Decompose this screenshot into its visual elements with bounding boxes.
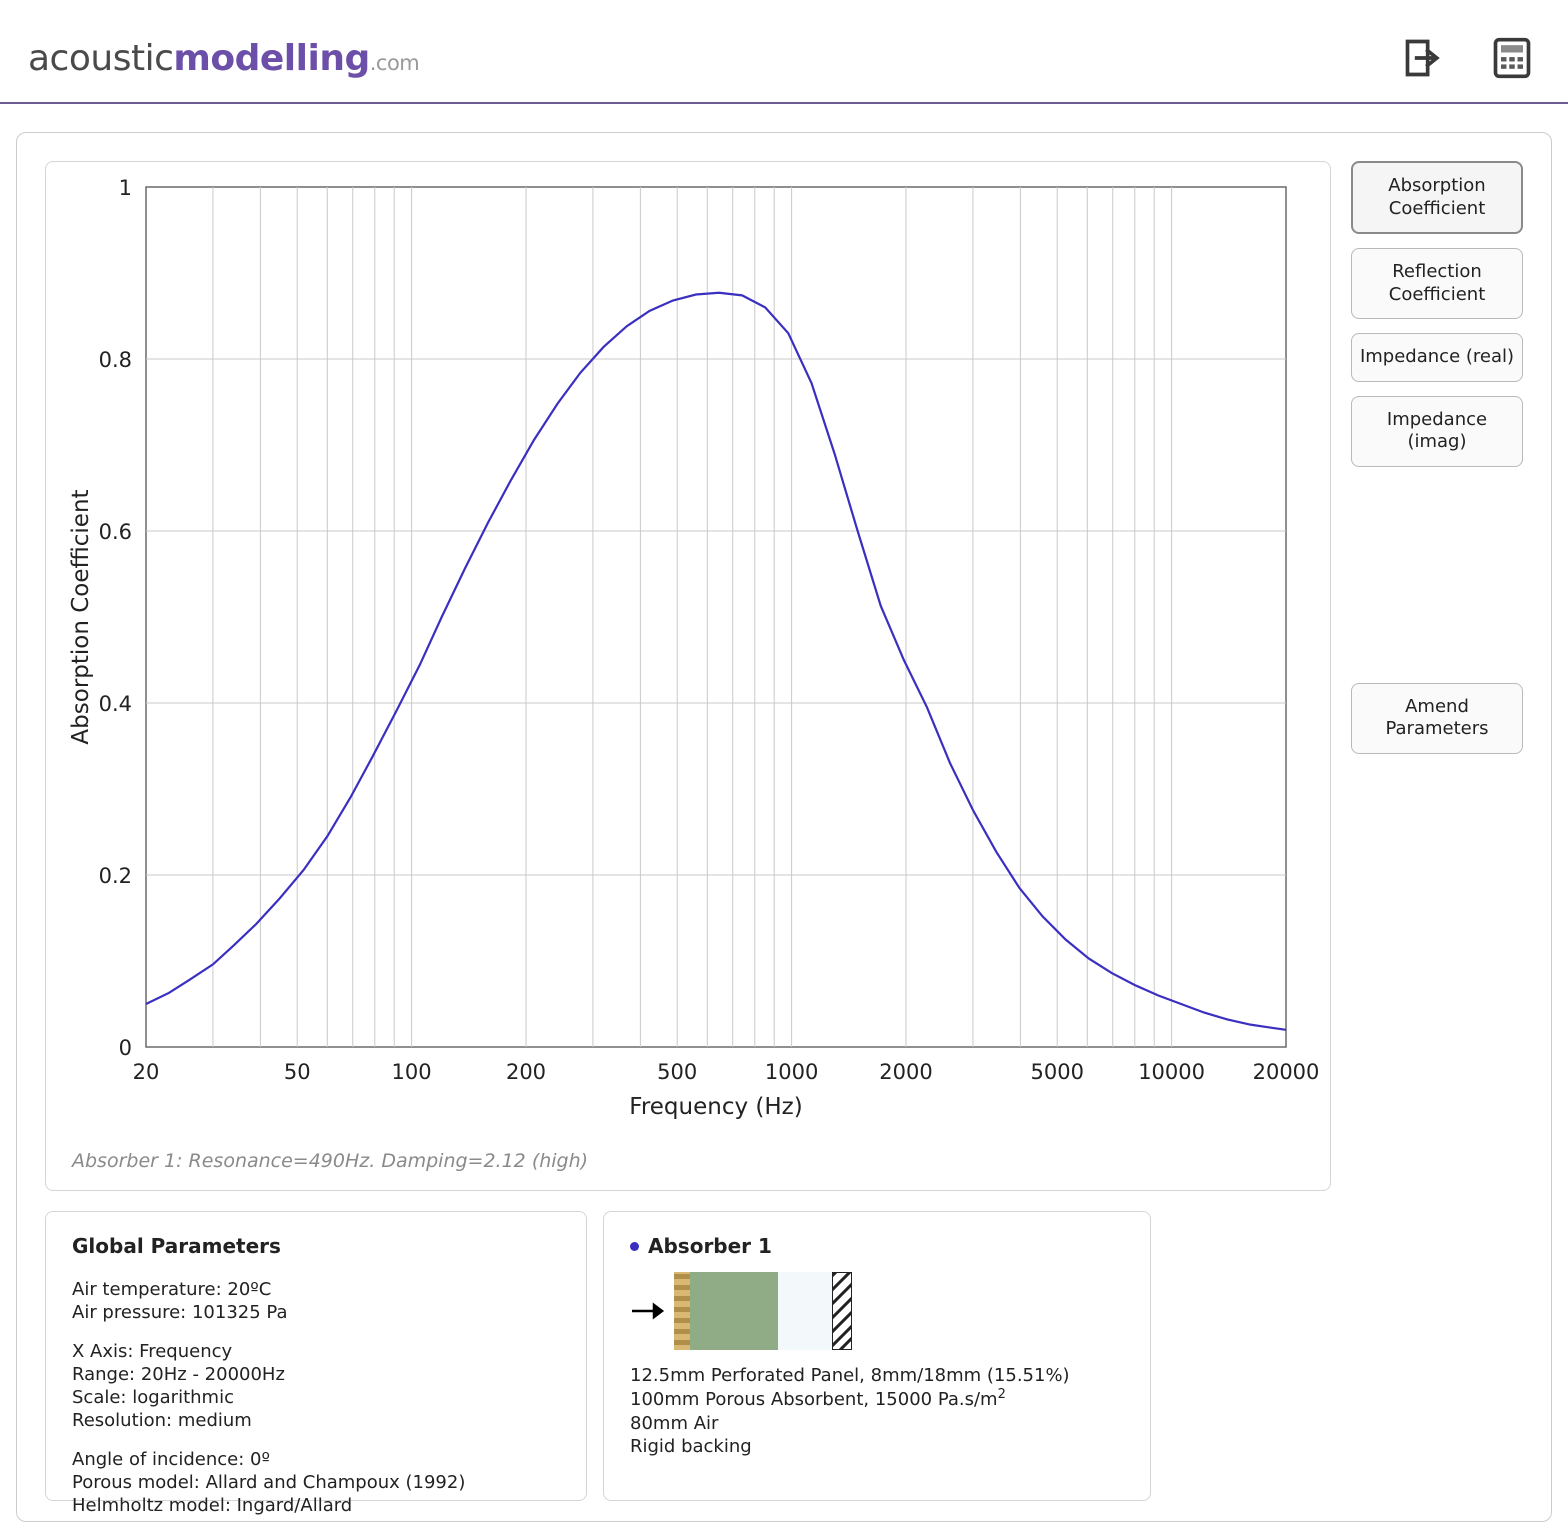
- chart-plot: [46, 162, 1330, 1190]
- svg-text:0.6: 0.6: [98, 520, 132, 544]
- porous-absorbent-layer: [690, 1272, 778, 1350]
- layer-description-1: 12.5mm Perforated Panel, 8mm/18mm (15.51%): [630, 1365, 1070, 1386]
- site-logo[interactable]: [28, 38, 419, 79]
- svg-text:50: 50: [283, 1060, 311, 1084]
- svg-text:1000: 1000: [764, 1060, 819, 1084]
- param-porous-model: Porous model: Allard and Champoux (1992): [72, 1472, 466, 1494]
- series-color-dot: [630, 1242, 639, 1251]
- param-scale: Scale: logarithmic: [72, 1387, 234, 1409]
- global-parameters-title: Global Parameters: [72, 1234, 281, 1258]
- svg-text:1: 1: [118, 176, 132, 200]
- svg-text:10000: 10000: [1138, 1060, 1206, 1084]
- layer-description-2: [630, 1387, 1124, 1411]
- logo-text-acoustic: acoustic: [28, 38, 174, 79]
- absorption-coefficient-button[interactable]: Absorption Coefficient: [1351, 161, 1523, 234]
- svg-text:2000: 2000: [879, 1060, 933, 1084]
- main-panel: [16, 132, 1552, 1522]
- logo-text-modelling: modelling: [173, 38, 370, 79]
- incidence-arrow-icon: [630, 1301, 670, 1321]
- amend-parameters-button[interactable]: Amend Parameters: [1351, 683, 1523, 754]
- svg-text:Absorption Coefficient: Absorption Coefficient: [68, 489, 94, 745]
- layer-stack: [674, 1272, 852, 1350]
- svg-text:Frequency (Hz): Frequency (Hz): [629, 1094, 803, 1120]
- param-angle-of-incidence: Angle of incidence: 0º: [72, 1449, 270, 1471]
- layer-description-4: Rigid backing: [630, 1436, 752, 1458]
- chart-mode-buttons: [1351, 161, 1527, 768]
- svg-text:200: 200: [505, 1060, 547, 1084]
- impedance-real-button[interactable]: Impedance (real): [1351, 333, 1523, 382]
- login-icon[interactable]: [1402, 36, 1446, 80]
- svg-text:0.2: 0.2: [98, 864, 132, 888]
- param-helmholtz-model: Helmholtz model: Ingard/Allard: [72, 1495, 353, 1517]
- absorber-diagram: [630, 1272, 1124, 1350]
- param-x-axis: X Axis: Frequency: [72, 1341, 233, 1363]
- absorption-chart: [46, 162, 1332, 1122]
- layer-description-2-sup: 2: [997, 1387, 1006, 1403]
- air-gap-layer: [778, 1272, 832, 1350]
- chart-card: [45, 161, 1331, 1191]
- param-air-temperature: Air temperature: 20ºC: [72, 1279, 272, 1300]
- param-air-pressure: Air pressure: 101325 Pa: [72, 1302, 288, 1324]
- param-range: Range: 20Hz - 20000Hz: [72, 1364, 285, 1386]
- svg-text:0.4: 0.4: [98, 692, 132, 716]
- svg-text:5000: 5000: [1030, 1060, 1084, 1084]
- perforated-panel-layer: [674, 1272, 690, 1350]
- impedance-imag-button[interactable]: Impedance (imag): [1351, 396, 1523, 467]
- svg-text:0.8: 0.8: [98, 348, 132, 372]
- svg-text:20000: 20000: [1252, 1060, 1320, 1084]
- param-resolution: Resolution: medium: [72, 1410, 252, 1432]
- absorber-card: [603, 1211, 1151, 1501]
- layer-description-2-text: 100mm Porous Absorbent, 15000 Pa.s/m: [630, 1389, 998, 1411]
- svg-text:20: 20: [132, 1060, 160, 1084]
- logo-text-com: .com: [369, 51, 420, 75]
- header-icon-group: [1402, 36, 1534, 80]
- reflection-coefficient-button[interactable]: Reflection Coefficient: [1351, 248, 1523, 319]
- svg-text:0: 0: [118, 1036, 132, 1060]
- calculator-icon[interactable]: [1490, 36, 1534, 80]
- absorber-title-label: Absorber 1: [648, 1234, 772, 1258]
- site-header: [0, 0, 1568, 104]
- svg-text:100: 100: [391, 1060, 432, 1084]
- layer-description-3: 80mm Air: [630, 1412, 719, 1434]
- chart-caption: Absorber 1: Resonance=490Hz. Damping=2.12 (high): [72, 1150, 589, 1172]
- absorber-title: [630, 1234, 1124, 1258]
- rigid-backing-layer: [832, 1272, 852, 1350]
- global-parameters-card: [45, 1211, 587, 1517]
- svg-text:500: 500: [657, 1060, 698, 1084]
